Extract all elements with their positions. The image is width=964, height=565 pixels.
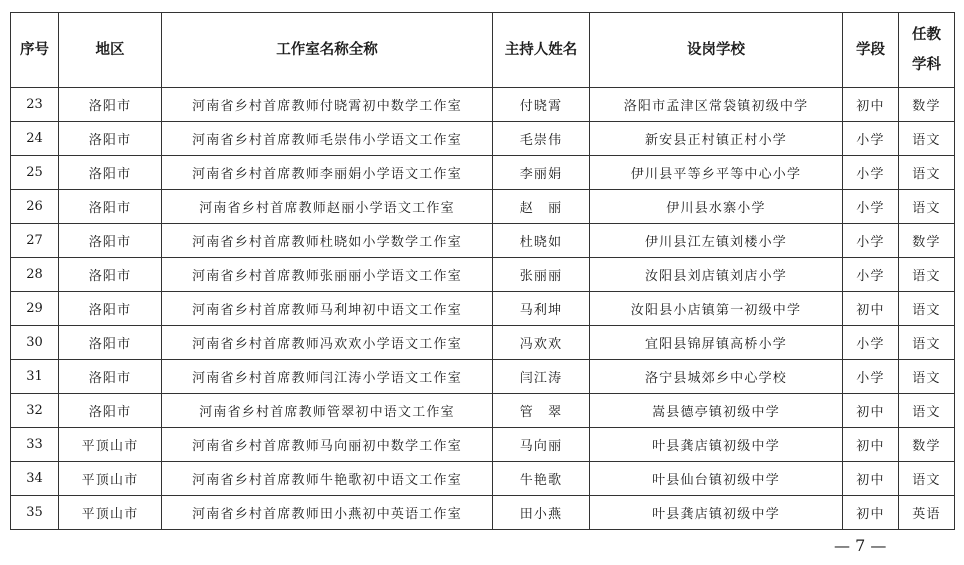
table-row [11,428,955,462]
cell-host-name: 马向丽 [493,428,590,462]
cell-region: 洛阳市 [59,360,162,394]
cell-school: 洛阳市孟津区常袋镇初级中学 [590,88,843,122]
cell-stage: 初中 [843,394,899,428]
cell-stage: 初中 [843,428,899,462]
table-row [11,326,955,360]
cell-no: 24 [11,122,59,156]
cell-subject: 数学 [899,88,955,122]
studio-roster-table [10,12,955,530]
cell-stage: 小学 [843,156,899,190]
cell-region: 洛阳市 [59,88,162,122]
cell-host-name: 马利坤 [493,292,590,326]
cell-no: 29 [11,292,59,326]
cell-host-name: 赵 丽 [493,190,590,224]
header-subject-line2: 学科 [912,57,941,73]
cell-no: 30 [11,326,59,360]
cell-region: 平顶山市 [59,428,162,462]
cell-stage: 小学 [843,122,899,156]
cell-stage: 小学 [843,360,899,394]
cell-subject: 语文 [899,394,955,428]
cell-host-name: 张丽丽 [493,258,590,292]
cell-school: 洛宁县城郊乡中心学校 [590,360,843,394]
cell-studio-name: 河南省乡村首席教师田小燕初中英语工作室 [162,496,493,530]
cell-subject: 英语 [899,496,955,530]
cell-school: 宜阳县锦屏镇高桥小学 [590,326,843,360]
cell-subject: 语文 [899,190,955,224]
cell-region: 平顶山市 [59,462,162,496]
cell-no: 28 [11,258,59,292]
cell-region: 洛阳市 [59,258,162,292]
header-no: 序号 [11,13,59,88]
cell-no: 32 [11,394,59,428]
cell-host-name: 杜晓如 [493,224,590,258]
cell-studio-name: 河南省乡村首席教师牛艳歌初中语文工作室 [162,462,493,496]
cell-studio-name: 河南省乡村首席教师赵丽小学语文工作室 [162,190,493,224]
cell-school: 叶县龚店镇初级中学 [590,428,843,462]
table-row [11,258,955,292]
cell-no: 25 [11,156,59,190]
header-region: 地区 [59,13,162,88]
cell-no: 35 [11,496,59,530]
cell-stage: 小学 [843,326,899,360]
cell-stage: 初中 [843,88,899,122]
cell-subject: 数学 [899,428,955,462]
header-school: 设岗学校 [590,13,843,88]
cell-host-name: 李丽娟 [493,156,590,190]
cell-region: 洛阳市 [59,156,162,190]
cell-school: 伊川县江左镇刘楼小学 [590,224,843,258]
cell-no: 23 [11,88,59,122]
cell-stage: 初中 [843,496,899,530]
cell-studio-name: 河南省乡村首席教师李丽娟小学语文工作室 [162,156,493,190]
table-row [11,462,955,496]
cell-host-name: 付晓霄 [493,88,590,122]
cell-no: 27 [11,224,59,258]
cell-host-name: 冯欢欢 [493,326,590,360]
table-body [11,88,955,530]
header-stage: 学段 [843,13,899,88]
header-subject-line1: 任教 [912,27,941,43]
table-header-row [11,13,955,88]
cell-host-name: 管 翠 [493,394,590,428]
cell-subject: 数学 [899,224,955,258]
cell-school: 新安县正村镇正村小学 [590,122,843,156]
table-row [11,224,955,258]
cell-studio-name: 河南省乡村首席教师毛崇伟小学语文工作室 [162,122,493,156]
cell-studio-name: 河南省乡村首席教师冯欢欢小学语文工作室 [162,326,493,360]
cell-host-name: 田小燕 [493,496,590,530]
cell-studio-name: 河南省乡村首席教师付晓霄初中数学工作室 [162,88,493,122]
header-subject [899,13,955,88]
table-row [11,292,955,326]
table-row [11,360,955,394]
cell-host-name: 牛艳歌 [493,462,590,496]
cell-no: 31 [11,360,59,394]
table-row [11,394,955,428]
cell-subject: 语文 [899,326,955,360]
cell-school: 汝阳县小店镇第一初级中学 [590,292,843,326]
cell-school: 伊川县水寨小学 [590,190,843,224]
cell-stage: 小学 [843,224,899,258]
cell-subject: 语文 [899,156,955,190]
cell-stage: 小学 [843,258,899,292]
cell-school: 伊川县平等乡平等中心小学 [590,156,843,190]
cell-stage: 初中 [843,292,899,326]
header-studio-name: 工作室名称全称 [162,13,493,88]
header-host-name: 主持人姓名 [493,13,590,88]
cell-subject: 语文 [899,360,955,394]
cell-no: 34 [11,462,59,496]
cell-studio-name: 河南省乡村首席教师闫江涛小学语文工作室 [162,360,493,394]
cell-studio-name: 河南省乡村首席教师管翠初中语文工作室 [162,394,493,428]
cell-studio-name: 河南省乡村首席教师马向丽初中数学工作室 [162,428,493,462]
cell-region: 洛阳市 [59,190,162,224]
cell-region: 洛阳市 [59,224,162,258]
table-row [11,122,955,156]
cell-region: 洛阳市 [59,326,162,360]
page-number: — 7 — [834,536,887,555]
cell-stage: 小学 [843,190,899,224]
cell-no: 33 [11,428,59,462]
table-row [11,496,955,530]
cell-region: 洛阳市 [59,394,162,428]
cell-region: 洛阳市 [59,292,162,326]
cell-studio-name: 河南省乡村首席教师马利坤初中语文工作室 [162,292,493,326]
table-row [11,88,955,122]
table-row [11,190,955,224]
cell-studio-name: 河南省乡村首席教师杜晓如小学数学工作室 [162,224,493,258]
cell-no: 26 [11,190,59,224]
cell-studio-name: 河南省乡村首席教师张丽丽小学语文工作室 [162,258,493,292]
cell-school: 汝阳县刘店镇刘店小学 [590,258,843,292]
cell-host-name: 闫江涛 [493,360,590,394]
cell-region: 洛阳市 [59,122,162,156]
cell-school: 嵩县德亭镇初级中学 [590,394,843,428]
cell-host-name: 毛崇伟 [493,122,590,156]
cell-subject: 语文 [899,292,955,326]
cell-subject: 语文 [899,258,955,292]
cell-stage: 初中 [843,462,899,496]
table-row [11,156,955,190]
cell-school: 叶县龚店镇初级中学 [590,496,843,530]
cell-school: 叶县仙台镇初级中学 [590,462,843,496]
cell-subject: 语文 [899,462,955,496]
cell-subject: 语文 [899,122,955,156]
cell-region: 平顶山市 [59,496,162,530]
